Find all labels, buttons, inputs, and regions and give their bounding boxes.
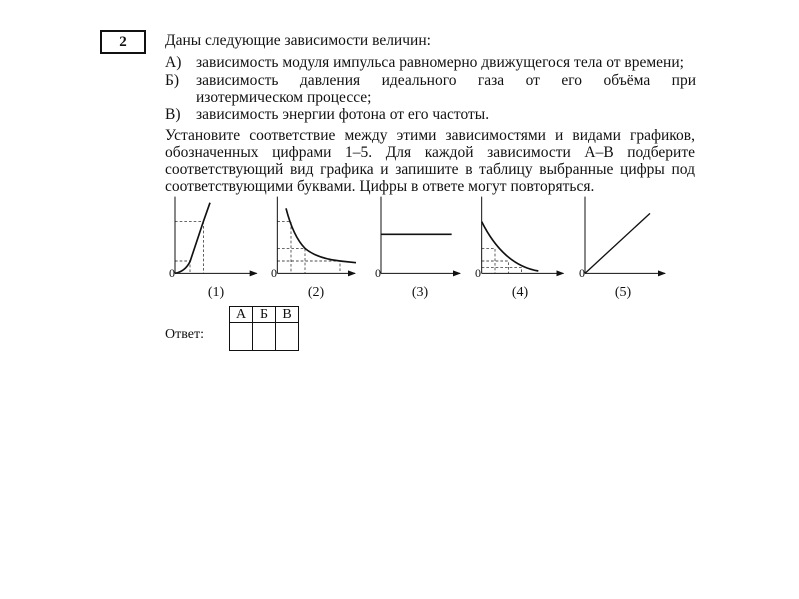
origin-label: 0 [375,266,381,280]
instruction-line: Установите соответствие между этими зависимостями и видами графиков, [165,127,695,144]
graph-1 [175,197,257,274]
item-b-letter: Б) [165,72,180,89]
item-b-text: зависимость давления идеального газа от его объёма при [196,72,696,89]
graph-caption: (3) [411,285,429,300]
graph-caption: (4) [511,285,529,300]
answer-label: Ответ: [165,327,204,342]
origin-label: 0 [271,266,277,280]
graph-caption: (5) [614,285,632,300]
origin-label: 0 [475,266,481,280]
answer-cell-a[interactable] [230,323,253,351]
graph-3 [381,197,460,274]
item-c-letter: В) [165,106,181,123]
answer-cell-b[interactable] [253,323,276,351]
instruction-line: обозначенных цифрами 1–5. Для каждой зависимости А–В подберите [165,144,695,161]
answer-cell-v[interactable] [276,323,299,351]
task-number: 2 [100,30,146,54]
item-c-text: зависимость энергии фотона от его частоты. [196,106,490,123]
origin-label: 0 [579,266,585,280]
graph-5 [585,197,665,274]
instruction-line: соответствующий вид графика и запишите в таблицу выбранные цифры под [165,161,695,178]
graph-caption: (2) [307,285,325,300]
answer-header-a: А [230,307,253,323]
item-b-cont: изотермическом процессе; [196,89,372,106]
answer-table [229,306,299,351]
origin-label: 0 [169,266,175,280]
graph-4 [482,197,564,274]
item-a-text: зависимость модуля импульса равномерно движущегося тела от времени; [196,54,684,71]
item-a-letter: А) [165,54,182,71]
instruction-line: соответствующими буквами. Цифры в ответе могут повторяться. [165,178,595,195]
answer-header-v: В [276,307,299,323]
graph-2 [277,197,356,274]
graph-caption: (1) [207,285,225,300]
answer-header-b: Б [253,307,276,323]
intro: Даны следующие зависимости величин: [165,32,431,49]
